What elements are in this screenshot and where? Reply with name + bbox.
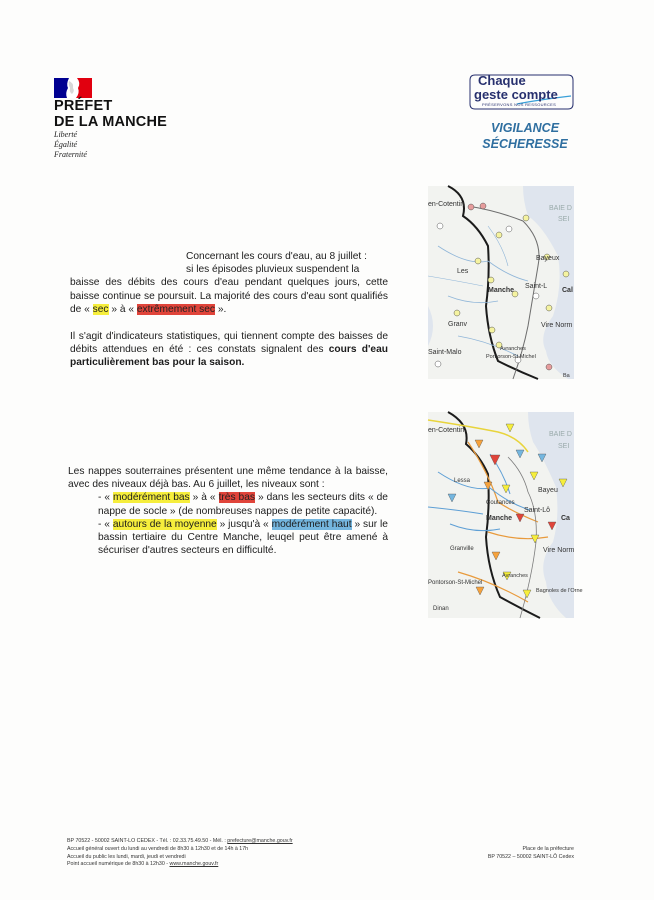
vigilance-line2: SÉCHERESSE — [482, 137, 568, 151]
footer-right-line1: Place de la préfecture — [522, 846, 574, 852]
footer-right-line2: BP 70522 – 50002 SAINT-LÔ Cedex — [487, 853, 574, 860]
prefet-title — [54, 98, 167, 130]
bullet2-post: » sur le bassin tertiaire du Centre Manche, leuqel peut être amené à sécuriser d'autres secteurs en difficulté. — [98, 518, 388, 557]
groundwater-map — [428, 412, 583, 618]
map1-label-bayeux: Bayeux — [536, 255, 560, 262]
logo-text-chaque: Chaque — [478, 73, 526, 88]
footer-contact — [67, 838, 293, 869]
map1-label-saint-lo: Saint-L — [525, 283, 548, 290]
motto-egalite: Égalité — [54, 140, 78, 149]
bullet2-mid: » jusqu'à « — [219, 518, 269, 530]
footer-numeric-point: Point accueil numérique de 8h30 à 12h30 - — [67, 861, 169, 868]
cours-eau-end: ». — [217, 303, 227, 315]
level-extremement-sec-highlight: extrêmement sec — [136, 303, 216, 315]
footer-line2: Accueil général ouvert du lundi au vendredi de 8h30 à 12h30 et de 14h à 17h — [67, 845, 249, 852]
map2-label-cotentin: en-Cotentin — [428, 427, 465, 434]
map1-label-saint-malo: Saint-Malo — [428, 349, 462, 356]
indicateurs-text: Il s'agit d'indicateurs statistiques, qui tiennent compte des baisses de débits attendues en été : ces constats signalent des — [70, 331, 388, 356]
map2-label-bayeux: Bayeu — [538, 487, 558, 494]
map1-label-les: Les — [457, 268, 469, 275]
bullet1-post: » dans les secteurs dits « de nappe de socle » (de nombreuses nappes de petite capacité). — [98, 492, 388, 517]
map1-label-cotentin: en-Cotentin — [428, 201, 465, 208]
motto-fraternite: Fraternité — [54, 150, 87, 159]
rivers-map — [428, 186, 574, 379]
map1-label-manche: Manche — [488, 287, 515, 294]
map2-label-pontorson: Pontorson-St-Michel — [428, 580, 483, 586]
rivers-map-drawing — [428, 186, 574, 379]
map1-label-pontorson: Pontorson-St-Michel — [486, 354, 536, 360]
republic-motto — [54, 130, 87, 160]
cours-eau-line1: Concernant les cours d'eau, au 8 juillet : — [186, 251, 367, 262]
cours-eau-line3: baisse des débits des cours d'eau pendant quelques jours, cette baisse continue se poursuit. La majorité des cours d'eau sont qualifiés de « — [70, 277, 388, 315]
map2-label-baie: BAIE D — [549, 431, 572, 438]
map2-label-dinan: Dinan — [433, 606, 449, 612]
vigilance-line1: VIGILANCE — [490, 121, 560, 135]
footer-prefecture-address — [470, 846, 574, 861]
cours-eau-paragraph — [70, 250, 388, 316]
bullet2-pre: - « — [98, 518, 110, 530]
cours-eau-between: » à « — [111, 303, 135, 315]
footer-line3: Accueil du public les lundi, mardi, jeudi et vendredi — [67, 853, 186, 860]
footer-address: BP 70522 - 50002 SAINT-LO CEDEX - Tél. : 02.33.75.49.50 - Mél. : — [67, 838, 226, 844]
footer-line1 — [67, 838, 293, 846]
level-moderement-haut-highlight: modérément haut — [271, 518, 352, 530]
map1-label-vire: Vire Norm — [541, 322, 573, 329]
map2-label-sei: SEI — [558, 443, 570, 450]
level-tres-bas-highlight: très bas — [218, 492, 255, 504]
footer-line4 — [67, 861, 293, 869]
map2-label-saint-lo: Saint-Lô — [524, 507, 551, 514]
vigilance-secheresse-title — [470, 120, 580, 152]
map1-label-granville: Granv — [448, 321, 468, 328]
nappes-bullet2 — [68, 518, 388, 558]
indicateurs-bold: cours d'eau particulièrement bas pour la saison. — [70, 344, 388, 369]
bullet1-mid: » à « — [192, 492, 216, 504]
nappes-intro: Les nappes souterraines présentent une même tendance à la baisse, avec des niveaux déjà bas. Au 6 juillet, les niveaux sont : — [68, 466, 388, 491]
nappes-bullet1 — [68, 491, 388, 517]
level-moderement-bas-highlight: modérément bas — [113, 492, 190, 504]
bullet1-pre: - « — [98, 492, 111, 504]
level-sec-highlight: sec — [92, 303, 109, 315]
map2-label-avranches: Avranches — [502, 573, 528, 579]
footer-website-link[interactable]: www.manche.gouv.fr — [169, 861, 219, 868]
motto-liberte: Liberté — [54, 130, 78, 139]
prefet-line1: PRÉFET — [54, 98, 113, 114]
cours-eau-body — [70, 276, 388, 316]
footer-email-link[interactable]: prefecture@manche.gouv.fr — [227, 838, 293, 844]
map2-label-coutances: Coutances — [486, 500, 515, 506]
map2-label-granville: Granville — [450, 546, 474, 552]
map1-label-cal: Cal — [562, 287, 573, 294]
map2-label-manche: Manche — [486, 515, 513, 522]
nappes-paragraph — [68, 465, 388, 557]
map2-label-ca: Ca — [561, 515, 570, 522]
map1-label-avranches: Avranches — [500, 346, 526, 352]
logo-text-geste-compte: geste compte — [474, 87, 558, 102]
level-autours-moyenne-highlight: autours de la moyenne — [112, 518, 217, 530]
map2-label-vire: Vire Norm — [543, 547, 575, 554]
map1-label-baie: BAIE D — [549, 205, 572, 212]
cours-eau-line2: si les épisodes pluvieux suspendent la — [186, 264, 360, 276]
indicateurs-paragraph — [70, 330, 388, 370]
marianne-logo — [54, 78, 92, 98]
logo-tagline: PRÉSERVONS NOS RESSOURCES — [482, 102, 557, 107]
map2-label-lessay: Lessa — [454, 478, 471, 484]
map1-label-sei: SEI — [558, 216, 570, 223]
prefet-line2: DE LA MANCHE — [54, 114, 168, 130]
map2-label-bagnoles: Bagnoles de l'Orne — [536, 588, 583, 594]
groundwater-map-drawing — [428, 412, 583, 618]
map1-label-ba: Ba — [563, 373, 570, 379]
